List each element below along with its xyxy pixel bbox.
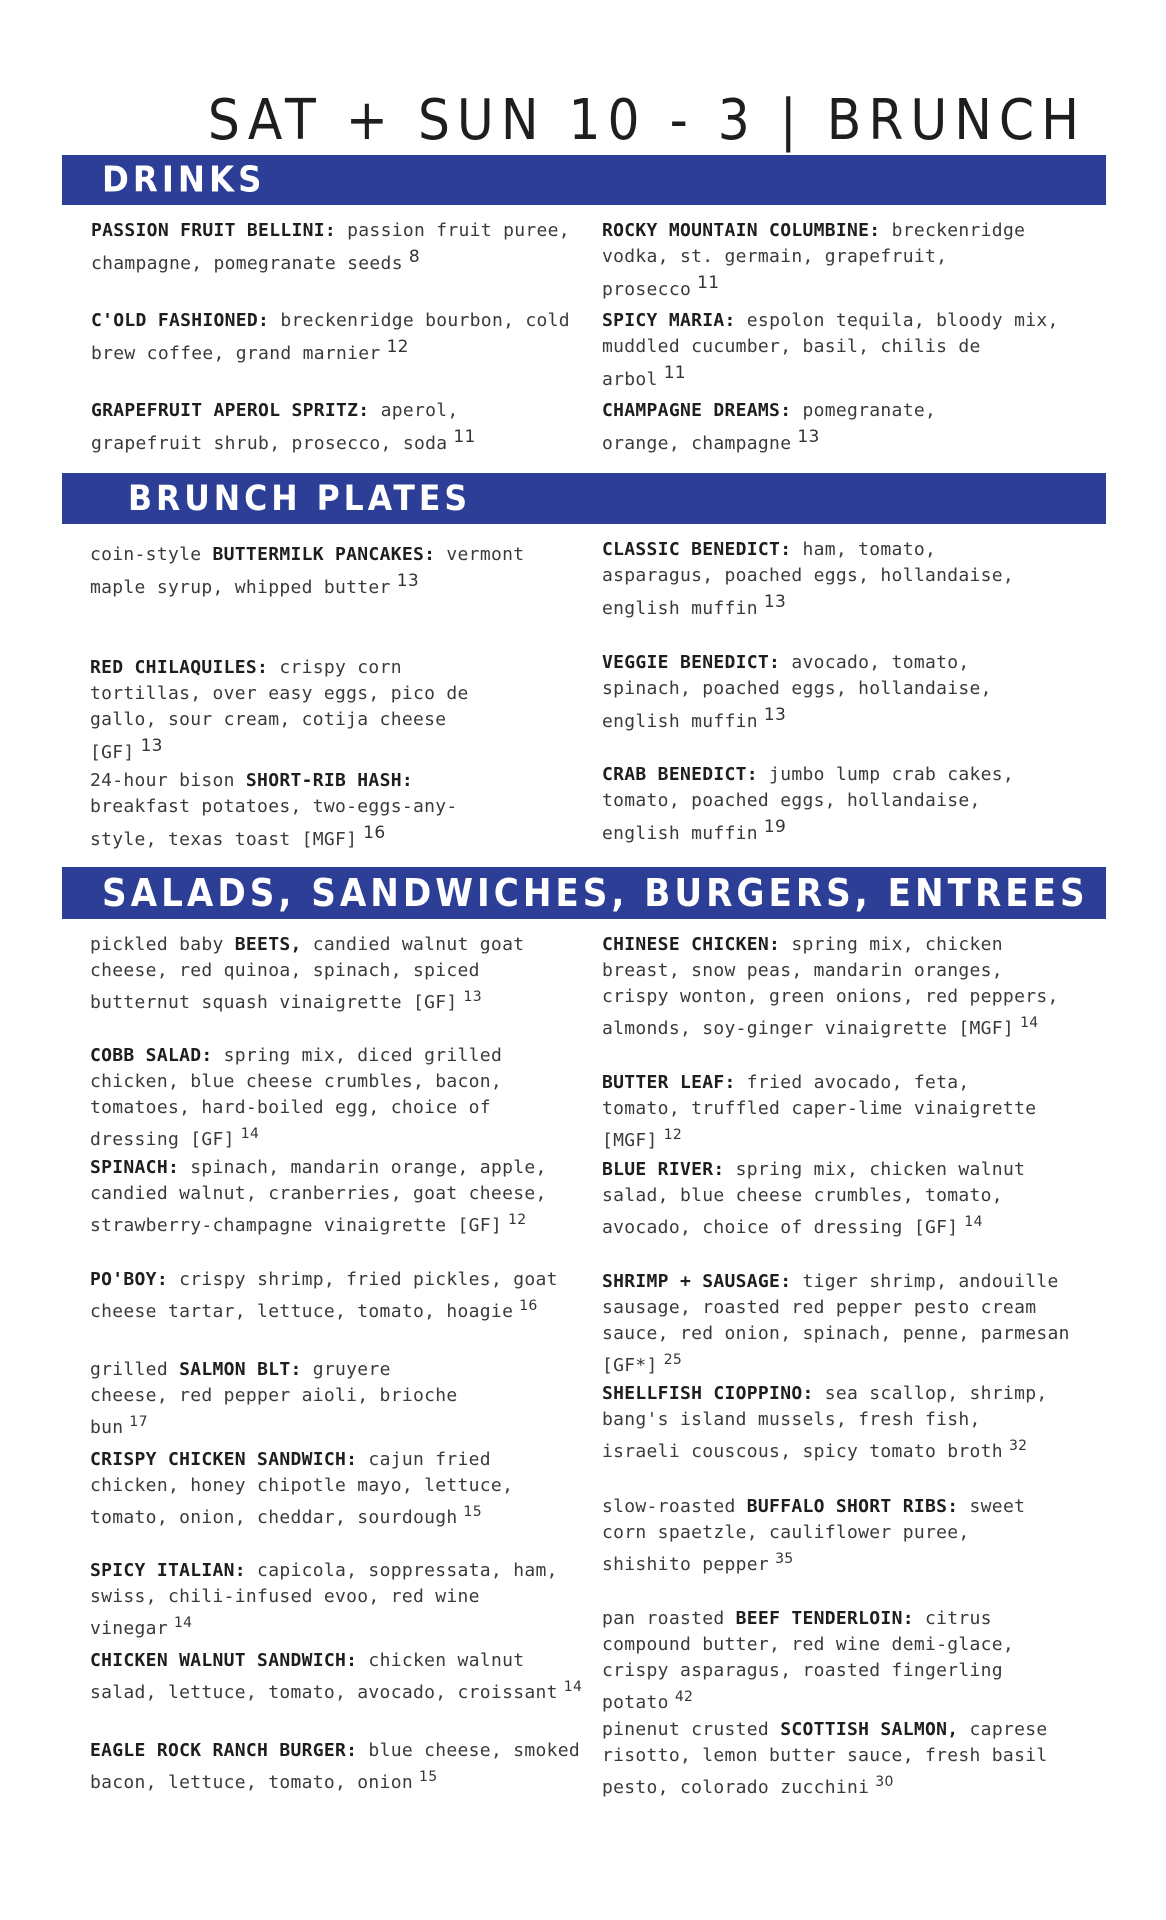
item-price: 19 xyxy=(763,817,787,837)
menu-item xyxy=(602,308,1072,393)
section-title: SALADS, SANDWICHES, BURGERS, ENTREES xyxy=(102,871,1089,915)
menu-item xyxy=(602,1269,1092,1379)
item-name: CHINESE CHICKEN: xyxy=(602,934,781,955)
item-name: BUTTERMILK PANCAKES: xyxy=(212,544,436,565)
item-prefix: pickled baby xyxy=(90,934,235,955)
menu-item xyxy=(90,768,470,853)
menu-item xyxy=(602,650,1012,735)
item-name: PO'BOY: xyxy=(90,1269,168,1290)
item-price: 13 xyxy=(396,571,419,591)
item-description: cajun fried chicken, honey chipotle mayo, lettuce, tomato, onion, cheddar, sourdough xyxy=(90,1449,514,1528)
item-description: gruyere cheese, red pepper aioli, brioche bun xyxy=(90,1359,458,1438)
menu-item xyxy=(90,1043,590,1153)
menu-item xyxy=(602,1381,1062,1465)
item-description: breckenridge vodka, st. germain, grapefruit, prosecco xyxy=(602,220,1026,300)
item-price: 32 xyxy=(1008,1438,1028,1454)
item-price: 12 xyxy=(508,1212,527,1228)
section-header-entrees xyxy=(62,867,1106,919)
item-description: spinach, mandarin orange, apple, candied walnut, cranberries, goat cheese, strawberry-champagne vinaigrette [GF] xyxy=(90,1157,547,1236)
item-price: 14 xyxy=(240,1126,260,1142)
item-price: 14 xyxy=(964,1214,983,1230)
item-price: 15 xyxy=(418,1769,438,1785)
item-price: 25 xyxy=(663,1352,683,1368)
item-description: passion fruit puree, champagne, pomegranate seeds xyxy=(91,220,570,274)
item-price: 14 xyxy=(563,1679,583,1695)
item-prefix: coin-style xyxy=(90,544,213,565)
item-description: citrus compound butter, red wine demi-glace, crispy asparagus, roasted fingerling potato xyxy=(602,1608,1015,1713)
item-description: aperol, grapefruit shrub, prosecco, soda xyxy=(91,400,459,454)
item-name: RED CHILAQUILES: xyxy=(90,657,269,678)
item-price: 14 xyxy=(1020,1015,1039,1031)
item-name: CHAMPAGNE DREAMS: xyxy=(602,400,792,421)
item-description: crispy corn tortillas, over easy eggs, pico de gallo, sour cream, cotija cheese [GF] xyxy=(90,657,469,763)
menu-item xyxy=(602,932,1072,1042)
item-price: 13 xyxy=(140,736,163,756)
item-name: SPICY ITALIAN: xyxy=(90,1560,246,1581)
menu-item xyxy=(90,1447,570,1531)
item-name: CLASSIC BENEDICT: xyxy=(602,539,792,560)
item-description: blue cheese, smoked bacon, lettuce, tomato, onion xyxy=(90,1740,581,1793)
menu-item xyxy=(602,398,942,457)
item-name: SPINACH: xyxy=(90,1157,180,1178)
item-name: BLUE RIVER: xyxy=(602,1159,725,1180)
menu-item xyxy=(90,1648,590,1706)
item-price: 8 xyxy=(408,247,420,267)
item-description: breakfast potatoes, two-eggs-any-style, texas toast [MGF] xyxy=(90,796,458,850)
menu-item xyxy=(91,398,531,457)
menu-item xyxy=(602,1606,1082,1716)
menu-item xyxy=(90,1267,560,1325)
item-price: 11 xyxy=(663,363,686,383)
item-name: SHORT-RIB HASH: xyxy=(245,770,413,791)
menu-item xyxy=(602,1157,1082,1241)
item-name: CHICKEN WALNUT SANDWICH: xyxy=(90,1650,358,1671)
item-price: 14 xyxy=(173,1615,193,1631)
item-description: capicola, soppressata, ham, swiss, chili-infused evoo, red wine vinegar xyxy=(90,1560,558,1639)
item-name: SPICY MARIA: xyxy=(602,310,736,331)
item-description: spring mix, chicken walnut salad, blue cheese crumbles, tomato, avocado, choice of dressing [GF] xyxy=(602,1159,1026,1238)
item-description: fried avocado, feta, tomato, truffled caper-lime vinaigrette [MGF] xyxy=(602,1072,1037,1151)
item-description: pomegranate, orange, champagne xyxy=(602,400,937,454)
item-name: SALMON BLT: xyxy=(179,1359,302,1380)
menu-item xyxy=(90,655,520,766)
item-description: spring mix, diced grilled chicken, blue cheese crumbles, bacon, tomatoes, hard-boiled egg, choice of dressing [GF] xyxy=(90,1045,503,1150)
item-prefix: slow-roasted xyxy=(602,1496,747,1517)
item-price: 11 xyxy=(453,427,476,447)
item-price: 17 xyxy=(129,1414,148,1430)
item-name: VEGGIE BENEDICT: xyxy=(602,652,781,673)
section-title: BRUNCH PLATES xyxy=(128,478,472,519)
item-description: breckenridge bourbon, cold brew coffee, grand marnier xyxy=(91,310,570,364)
item-name: COBB SALAD: xyxy=(90,1045,213,1066)
menu-item xyxy=(90,1738,590,1796)
item-price: 30 xyxy=(875,1774,894,1790)
item-description: caprese risotto, lemon butter sauce, fresh basil pesto, colorado zucchini xyxy=(602,1719,1048,1798)
item-price: 12 xyxy=(386,337,409,357)
item-price: 13 xyxy=(763,592,787,612)
menu-item xyxy=(90,1357,470,1441)
item-name: BEETS, xyxy=(234,934,302,955)
item-description: espolon tequila, bloody mix, muddled cucumber, basil, chilis de arbol xyxy=(602,310,1059,390)
item-name: EAGLE ROCK RANCH BURGER: xyxy=(90,1740,358,1761)
item-name: SHELLFISH CIOPPINO: xyxy=(602,1383,814,1404)
item-price: 13 xyxy=(463,989,482,1005)
section-header-drinks xyxy=(62,155,1106,205)
item-price: 13 xyxy=(763,705,787,725)
item-description: jumbo lump crab cakes, tomato, poached eggs, hollandaise, english muffin xyxy=(602,764,1015,844)
item-name: BUFFALO SHORT RIBS: xyxy=(746,1496,959,1517)
item-name: BUTTER LEAF: xyxy=(602,1072,736,1093)
item-description: vermont maple syrup, whipped butter xyxy=(90,544,525,598)
menu-item xyxy=(602,1494,1032,1578)
item-description: sweet corn spaetzle, cauliflower puree, shishito pepper xyxy=(602,1496,1026,1575)
item-description: chicken walnut salad, lettuce, tomato, avocado, croissant xyxy=(90,1650,558,1703)
section-title: DRINKS xyxy=(102,159,266,201)
item-name: C'OLD FASHIONED: xyxy=(91,310,270,331)
menu-item xyxy=(602,1070,1042,1154)
section-header-brunch-plates xyxy=(62,473,1106,524)
item-description: candied walnut goat cheese, red quinoa, spinach, spiced butternut squash vinaigrette [GF] xyxy=(90,934,525,1013)
item-name: PASSION FRUIT BELLINI: xyxy=(91,220,337,241)
item-price: 42 xyxy=(674,1689,694,1705)
item-price: 35 xyxy=(775,1551,794,1567)
menu-item xyxy=(90,542,530,601)
item-description: ham, tomato, asparagus, poached eggs, hollandaise, english muffin xyxy=(602,539,1015,619)
menu-item xyxy=(602,1717,1062,1801)
item-name: CRAB BENEDICT: xyxy=(602,764,758,785)
item-name: BEEF TENDERLOIN: xyxy=(735,1608,914,1629)
item-description: avocado, tomato, spinach, poached eggs, hollandaise, english muffin xyxy=(602,652,992,732)
item-description: crispy shrimp, fried pickles, goat cheese tartar, lettuce, tomato, hoagie xyxy=(90,1269,558,1322)
item-price: 16 xyxy=(363,823,386,843)
item-prefix: grilled xyxy=(90,1359,180,1380)
menu-item xyxy=(90,1155,590,1239)
menu-item xyxy=(90,1558,590,1642)
item-description: tiger shrimp, andouille sausage, roasted red pepper pesto cream sauce, red onion, spinach, penne, parmesan [GF*] xyxy=(602,1271,1070,1376)
item-name: SHRIMP + SAUSAGE: xyxy=(602,1271,792,1292)
item-price: 12 xyxy=(663,1127,683,1143)
item-price: 13 xyxy=(797,427,820,447)
item-prefix: pinenut crusted xyxy=(602,1719,781,1740)
menu-title: SAT + SUN 10 - 3 | BRUNCH xyxy=(207,88,1086,153)
item-name: ROCKY MOUNTAIN COLUMBINE: xyxy=(602,220,881,241)
item-prefix: pan roasted xyxy=(602,1608,736,1629)
item-price: 11 xyxy=(697,273,720,293)
menu-item xyxy=(602,218,1072,303)
menu-item xyxy=(90,932,590,1016)
item-name: CRISPY CHICKEN SANDWICH: xyxy=(90,1449,358,1470)
item-name: GRAPEFRUIT APEROL SPRITZ: xyxy=(91,400,370,421)
menu-item xyxy=(602,762,1032,847)
item-description: spring mix, chicken breast, snow peas, mandarin oranges, crispy wonton, green onions, red peppers, almonds, soy-ginger vinaigrette [MGF] xyxy=(602,934,1059,1039)
item-price: 15 xyxy=(463,1504,482,1520)
item-name: SCOTTISH SALMON, xyxy=(780,1719,959,1740)
menu-item xyxy=(91,308,591,367)
menu-item xyxy=(602,537,1022,622)
item-price: 16 xyxy=(519,1298,538,1314)
item-prefix: 24-hour bison xyxy=(90,770,246,791)
item-description: sea scallop, shrimp, bang's island mussels, fresh fish, israeli couscous, spicy tomato broth xyxy=(602,1383,1048,1462)
menu-item xyxy=(91,218,591,277)
